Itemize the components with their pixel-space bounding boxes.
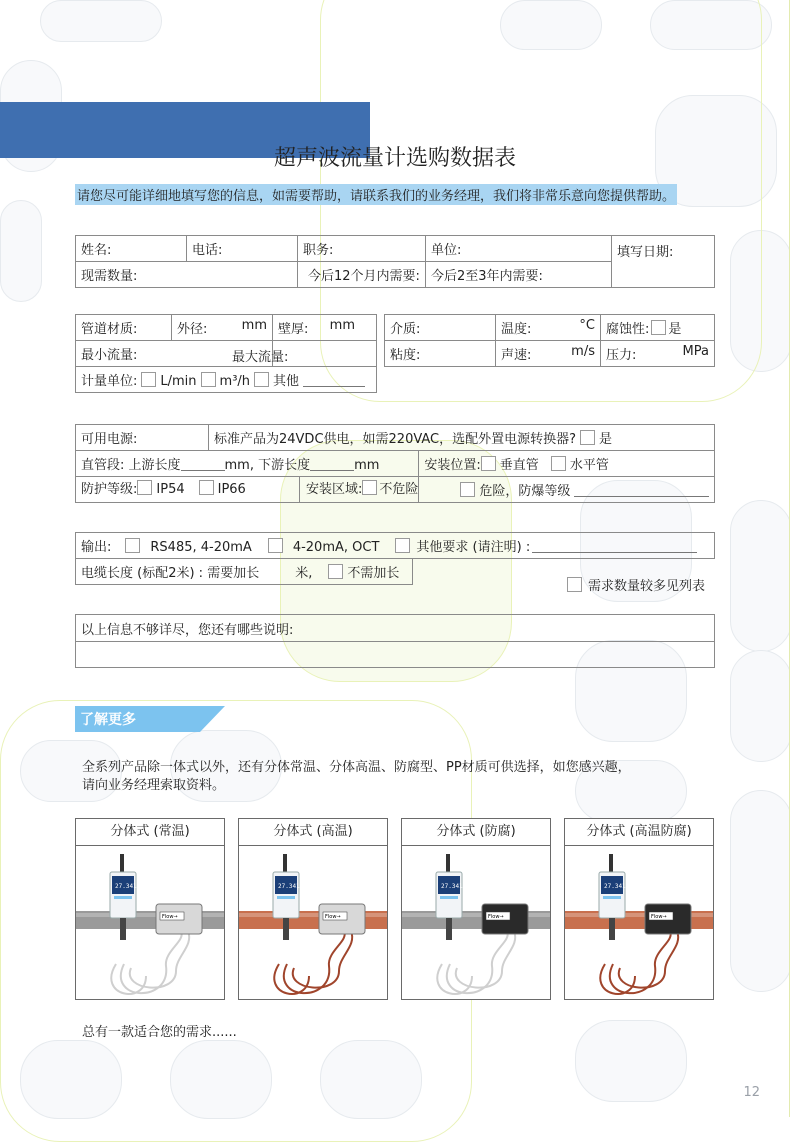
install-table: [75, 424, 715, 503]
wall-unit: mm: [329, 318, 355, 333]
temp-unit: °C: [579, 318, 595, 333]
straight-downstream-label: mm, 下游长度: [224, 458, 311, 473]
learn-more-blurb: [82, 759, 631, 795]
horizontal-label: 水平管: [569, 458, 609, 473]
power-label: 可用电源:: [81, 432, 138, 447]
flowmeter-photo: [565, 846, 713, 999]
phone-field[interactable]: [187, 236, 298, 262]
product-card: [401, 818, 551, 1000]
wall-thickness-field[interactable]: [273, 315, 377, 341]
output-label: 输出:: [81, 540, 112, 555]
svg-text:Flow→: Flow→: [488, 914, 504, 920]
temperature-label: 温度:: [501, 322, 532, 337]
power-yes-checkbox[interactable]: [580, 430, 595, 445]
pressure-field[interactable]: [601, 341, 715, 367]
viscosity-field[interactable]: [385, 341, 496, 367]
date-field[interactable]: [611, 236, 714, 288]
phone-label: 电话:: [192, 243, 223, 258]
closing-text: 总有一款适合您的需求......: [82, 1025, 237, 1040]
unit-lmin-label: L/min: [160, 374, 197, 389]
explosion-grade-input[interactable]: [574, 482, 709, 497]
ip66-checkbox[interactable]: [199, 480, 214, 495]
output-row: [76, 533, 715, 559]
install-position-label: 安装位置:: [424, 458, 481, 473]
output-oct-checkbox[interactable]: [268, 538, 283, 553]
notes-label: 以上信息不够详尽，您还有哪些说明:: [81, 622, 294, 638]
od-unit: mm: [241, 318, 267, 333]
qty-12m-label: 今后12个月内需要:: [308, 269, 420, 284]
product-card: [564, 818, 714, 1000]
notes-label-cell: [76, 615, 715, 642]
unit-lmin-checkbox[interactable]: [141, 372, 156, 387]
pressure-unit: MPa: [682, 344, 709, 359]
notes-input[interactable]: [76, 642, 715, 668]
protection-field: [76, 477, 419, 503]
output-other-label: 其他要求 (请注明) :: [416, 540, 531, 555]
company-field[interactable]: [425, 236, 611, 262]
product-label: 分体式 (高温): [239, 819, 387, 846]
position-label: 职务:: [303, 243, 334, 258]
ip54-label: IP54: [156, 482, 185, 497]
flowmeter-photo: [239, 846, 387, 999]
svg-text:Flow→: Flow→: [162, 914, 178, 920]
danger-field: [419, 477, 715, 503]
power-yes-label: 是: [599, 432, 613, 447]
output-oct-label: 4-20mA, OCT: [292, 540, 380, 555]
banner-title: 选购指南: [74, 65, 198, 100]
unit-other-input[interactable]: [303, 372, 365, 387]
straight-unit: mm: [354, 458, 380, 473]
more-qty-checkbox[interactable]: [567, 577, 582, 592]
corrosive-label: 腐蚀性:: [606, 322, 650, 337]
date-label: 填写日期:: [616, 245, 674, 260]
contact-table: [75, 235, 715, 288]
notes-table: [75, 614, 715, 668]
svg-text:27.341: 27.341: [278, 883, 300, 890]
wall-label: 壁厚:: [278, 322, 309, 337]
qty-12m-field[interactable]: [298, 262, 426, 288]
medium-field[interactable]: [385, 315, 496, 341]
more-qty-label: 需求数量较多见列表: [588, 579, 706, 594]
flowmeter-photo: [402, 846, 550, 999]
max-flow-label: 最大流量:: [232, 350, 289, 365]
cable-table: [75, 558, 413, 585]
install-position-field: [419, 451, 715, 477]
learn-more-title: 了解更多: [80, 712, 136, 728]
unit-label: 计量单位:: [81, 374, 138, 389]
outer-diameter-field[interactable]: [172, 315, 273, 341]
cable-row: [76, 559, 413, 585]
product-card: [238, 818, 388, 1000]
downstream-input[interactable]: [310, 456, 354, 471]
corrosive-checkbox[interactable]: [651, 320, 666, 335]
cable-no-extend-label: 不需加长: [347, 566, 400, 581]
power-field: [76, 425, 209, 451]
unit-other-label: 其他: [273, 374, 300, 389]
qty-2to3y-label: 今后2至3年内需要:: [430, 269, 543, 284]
output-other-checkbox[interactable]: [395, 538, 410, 553]
sound-speed-label: 声速:: [501, 348, 532, 363]
intro-text: 请您尽可能详细地填写您的信息，如需要帮助，请联系我们的业务经理，我们将非常乐意向您提供帮助。: [75, 184, 677, 205]
unit-m3h-label: m³/h: [219, 374, 251, 389]
pipe-material-label: 管道材质:: [81, 322, 138, 337]
product-label: 分体式 (常温): [76, 819, 224, 846]
upstream-input[interactable]: [181, 456, 225, 471]
pressure-label: 压力:: [606, 348, 637, 363]
name-label: 姓名:: [81, 243, 112, 258]
viscosity-label: 粘度:: [390, 348, 421, 363]
horizontal-checkbox[interactable]: [551, 456, 566, 471]
output-rs485-checkbox[interactable]: [125, 538, 140, 553]
name-field[interactable]: [76, 236, 187, 262]
output-rs485-label: RS485, 4-20mA: [150, 540, 252, 555]
pipe-material-field[interactable]: [76, 315, 172, 341]
min-flow-label: 最小流量:: [81, 348, 138, 363]
vertical-label: 垂直管: [499, 458, 539, 473]
cable-extend-label: 电缆长度 (标配2米) : 需要加长: [81, 566, 260, 581]
blurb-line-1: 全系列产品除一体式以外，还有分体常温、分体高温、防腐型、PP材质可供选择，如您感兴趣，: [82, 760, 631, 775]
ip54-checkbox[interactable]: [137, 480, 152, 495]
svg-text:27.341: 27.341: [115, 883, 137, 890]
danger-checkbox[interactable]: [460, 482, 475, 497]
min-flow-field[interactable]: [76, 344, 226, 363]
outer-diameter-label: 外径:: [177, 322, 208, 337]
straight-upstream-label: 直管段: 上游长度: [81, 458, 181, 473]
section-banner: [0, 51, 396, 107]
safe-label: 不危险: [379, 482, 419, 497]
temperature-field[interactable]: [496, 315, 601, 341]
corrosive-field: [601, 315, 715, 341]
sound-speed-field[interactable]: [496, 341, 601, 367]
vertical-checkbox[interactable]: [481, 456, 496, 471]
ip66-label: IP66: [217, 482, 246, 497]
product-label: 分体式 (防腐): [402, 819, 550, 846]
safe-checkbox[interactable]: [362, 480, 377, 495]
cable-unit: 米,: [295, 566, 313, 581]
pipe-table: [75, 314, 377, 393]
output-other-input[interactable]: [532, 538, 697, 553]
svg-text:Flow→: Flow→: [325, 914, 341, 920]
cable-no-extend-checkbox[interactable]: [328, 564, 343, 579]
unit-other-checkbox[interactable]: [254, 372, 269, 387]
document-title: 超声波流量计选购数据表: [273, 146, 516, 171]
qty-now-label: 现需数量:: [81, 269, 138, 284]
straight-pipe-field: [76, 451, 419, 477]
area-field: [299, 477, 418, 502]
protection-label: 防护等级:: [81, 482, 138, 497]
unit-m3h-checkbox[interactable]: [201, 372, 216, 387]
blurb-line-2: 请向业务经理索取资料。: [82, 778, 226, 793]
power-note-cell: [209, 425, 715, 451]
qty-now-field[interactable]: [76, 262, 298, 288]
output-table: [75, 532, 715, 559]
company-label: 单位:: [430, 243, 462, 258]
power-note: 标准产品为24VDC供电，如需220VAC，选配外置电源转换器?: [214, 432, 577, 447]
position-field[interactable]: [298, 236, 426, 262]
page-number: 12: [743, 1085, 760, 1100]
medium-label: 介质:: [390, 322, 421, 337]
flowmeter-photo: [76, 846, 224, 999]
more-qty-option: [567, 575, 705, 594]
svg-text:27.341: 27.341: [441, 883, 463, 890]
area-label: 安装区域:: [306, 482, 363, 497]
unit-row: [76, 367, 377, 393]
qty-2to3y-field[interactable]: [425, 262, 611, 288]
svg-text:Flow→: Flow→: [651, 914, 667, 920]
product-card: [75, 818, 225, 1000]
product-label: 分体式 (高温防腐): [565, 819, 713, 846]
sound-unit: m/s: [571, 344, 595, 359]
svg-text:27.341: 27.341: [604, 883, 626, 890]
medium-table: [384, 314, 715, 367]
danger-label: 危险，防爆等级: [479, 484, 571, 499]
corrosive-yes-label: 是: [668, 322, 682, 337]
